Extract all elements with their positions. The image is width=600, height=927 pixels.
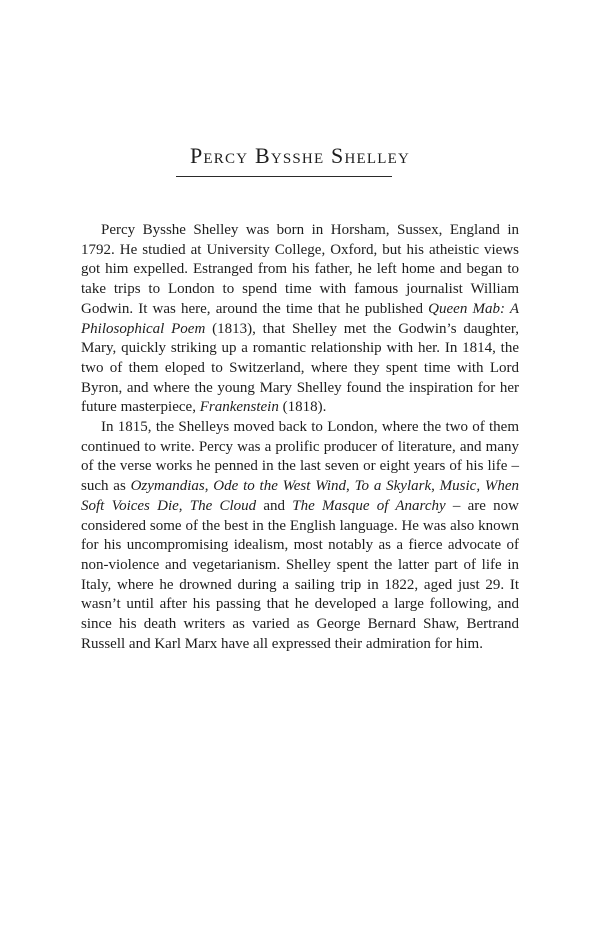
text-run: – are now considered some of the best in the English language. He was also known for his uncompromising idealism, most notably as a fierce advocate of non-violence and vegetarianism. Shelley spent the latter part of life in Italy, where he drowned during a sailing trip in 1822, aged just 29. It wasn’t until after his passing that he developed a large following, and since his death writers as varied as George Bernard Shaw, Bertrand Russell and Karl Marx have all expressed their admiration for him.	[81, 497, 519, 652]
italic-title-run: The Masque of Anarchy	[292, 497, 446, 514]
italic-title-run: Frankenstein	[199, 399, 279, 416]
italic-title-run: Queen Mab: A Philosophical Poem	[81, 300, 519, 337]
text-run: ,	[204, 478, 214, 495]
italic-title-run: Ode to the West Wind	[213, 478, 347, 495]
text-run: and	[256, 497, 293, 514]
body-paragraph	[81, 418, 519, 654]
text-run: ,	[178, 497, 190, 514]
title-underline-rule	[176, 176, 392, 177]
italic-title-run: To a Skylark	[354, 478, 432, 495]
text-run: ,	[346, 478, 355, 495]
italic-title-run: Music, When Soft Voices Die	[81, 478, 520, 514]
text-run: Percy Bysshe Shelley was born in Horsham, Sussex, England in 1792. He studied at University College, Oxford, but his atheistic views got him expelled. Estranged from his father, he left home and began to take trips to London to spend time with famous journalist William Godwin. It was here, around the time that he published	[81, 222, 519, 317]
text-run: (1813), that Shelley met the Godwin’s daughter, Mary, quickly striking up a romantic relationship with her. In 1814, the two of them eloped to Switzerland, where they spent time with Lord Byron, and where the young Mary Shelley found the inspiration for her future masterpiece,	[81, 320, 519, 416]
text-run: (1818).	[278, 399, 327, 416]
italic-title-run: The Cloud	[189, 497, 257, 514]
biography-text	[81, 221, 519, 654]
text-run: ,	[431, 478, 440, 495]
body-paragraph	[81, 221, 519, 418]
italic-title-run: Ozymandias	[130, 478, 205, 495]
text-run: In 1815, the Shelleys moved back to London, where the two of them continued to write. Percy was a prolific producer of literature, and many of the verse works he penned in the last seven or eight years of his life – such as	[81, 419, 519, 495]
page-title: Percy Bysshe Shelley	[190, 143, 410, 168]
